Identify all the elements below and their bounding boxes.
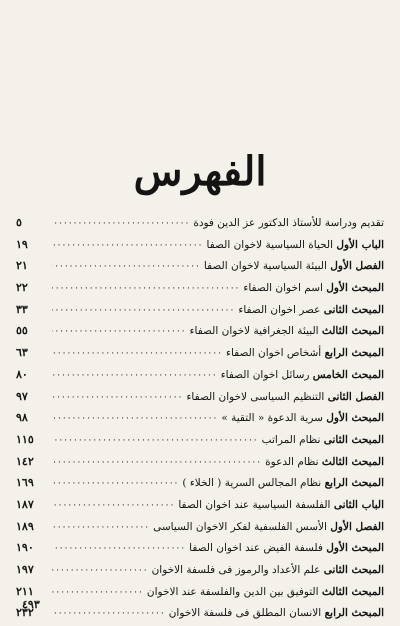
- toc-page-number: ٥: [16, 216, 22, 229]
- toc-entry-heading: المبحث الثانى: [323, 564, 384, 576]
- toc-entry-title: [221, 365, 384, 387]
- toc-entry-title: [147, 582, 384, 604]
- toc-entry: [16, 234, 384, 256]
- toc-entry-text: الحياة السياسية لاخوان الصفا: [206, 238, 334, 251]
- toc-entry: [16, 581, 384, 603]
- toc-page-number: ١٤٢: [16, 454, 34, 468]
- toc-entry-title: [169, 603, 384, 625]
- toc-entry-heading: المبحث الخامس: [312, 368, 384, 381]
- toc-entry: [16, 559, 384, 581]
- toc-page-number: ٨٠: [16, 367, 28, 381]
- dot-leader: [52, 257, 204, 279]
- toc-entry: [16, 277, 384, 299]
- page-title: الفهرس: [133, 148, 267, 195]
- toc-entry-title: [189, 538, 384, 560]
- toc-entry-text: الانسان المطلق فى فلسفة الاخوان: [168, 607, 322, 620]
- dot-leader: [52, 539, 189, 561]
- toc-entry-heading: الباب الثانى: [333, 498, 384, 511]
- toc-entry-heading: الفصل الأول: [330, 520, 384, 533]
- toc-entry: [16, 212, 384, 234]
- table-of-contents: [16, 212, 384, 624]
- toc-entry-title: [265, 452, 384, 474]
- toc-entry-text: تقديم ودراسة للأستاذ الدكتور عز الدين فودة: [193, 217, 384, 229]
- toc-entry-title: [226, 343, 384, 365]
- toc-page-number: ١١٥: [16, 432, 34, 446]
- toc-entry-title: [153, 517, 384, 539]
- toc-entry-text: التنظيم السياسى لاخوان الصفاء: [186, 390, 325, 403]
- toc-entry-text: نظام الدعوة: [265, 455, 319, 468]
- toc-entry-title: [207, 235, 384, 257]
- toc-entry: [16, 602, 384, 624]
- page-folio: ٤٩٣: [22, 598, 40, 611]
- toc-entry-title: [243, 278, 384, 300]
- toc-page-number: ٣٣: [16, 302, 28, 316]
- dot-leader: [52, 409, 221, 431]
- toc-entry: [16, 299, 384, 321]
- toc-entry-text: نظام المجالس السرية ( الخلاء ): [182, 477, 322, 490]
- toc-entry-heading: المبحث الرابع: [324, 477, 384, 490]
- dot-leader: [52, 453, 265, 475]
- toc-page-number: ٦٣: [16, 346, 28, 360]
- toc-entry-heading: الفصل الثانى: [327, 390, 384, 403]
- dot-leader: [52, 583, 147, 605]
- toc-page-number: ٢٣٢: [16, 606, 34, 620]
- toc-entry: [16, 320, 384, 342]
- dot-leader: [52, 236, 207, 258]
- toc-page-number: ٢١١: [16, 584, 34, 598]
- toc-page-number: ٢٢: [16, 281, 28, 295]
- toc-entry: [16, 407, 384, 429]
- dot-leader: [52, 322, 190, 344]
- toc-entry-text: البيئة السياسية لاخوان الصفا: [203, 260, 327, 273]
- toc-entry: [16, 429, 384, 451]
- toc-entry-text: عصر اخوان الصفاء: [238, 303, 321, 316]
- toc-page-number: ٩٧: [16, 389, 28, 403]
- dot-leader: [52, 388, 187, 410]
- toc-entry-text: الأسس الفلسفية لفكر الاخوان السياسى: [153, 520, 327, 533]
- dot-leader: [52, 279, 243, 301]
- toc-page-number: ١٩٠: [16, 541, 34, 555]
- toc-entry-title: [152, 560, 384, 582]
- toc-entry-text: التوفيق بين الدين والفلسفة عند الاخوان: [146, 585, 319, 598]
- toc-entry-text: علم الأعداد والرموز فى فلسفة الاخوان: [151, 564, 321, 576]
- toc-entry-heading: الفصل الأول: [330, 260, 384, 273]
- dot-leader: [52, 604, 169, 626]
- toc-page-number: ٢١: [16, 259, 28, 273]
- toc-entry: [16, 537, 384, 559]
- toc-entry-title: [190, 321, 384, 343]
- toc-entry: [16, 255, 384, 277]
- toc-entry-title: [204, 256, 384, 278]
- dot-leader: [52, 344, 226, 366]
- toc-entry: [16, 472, 384, 494]
- toc-entry-title: [193, 213, 384, 235]
- toc-entry-heading: المبحث الأول: [326, 282, 384, 295]
- dot-leader: [52, 518, 153, 540]
- toc-page-number: ٩٨: [16, 411, 28, 425]
- toc-entry-text: رسائل اخوان الصفاء: [220, 368, 310, 381]
- toc-page-number: ١٦٩: [16, 476, 34, 490]
- toc-entry-title: [238, 300, 384, 322]
- dot-leader: [52, 214, 193, 236]
- toc-entry-text: سرية الدعوة « التقية »: [221, 412, 323, 425]
- toc-entry-title: [187, 387, 385, 409]
- toc-entry: [16, 364, 384, 386]
- toc-entry-text: الفلسفة السياسية عند اخوان الصفا: [178, 498, 331, 511]
- toc-entry: [16, 342, 384, 364]
- toc-entry-heading: المبحث الأول: [326, 412, 384, 425]
- toc-entry: [16, 451, 384, 473]
- toc-entry-heading: الباب الأول: [336, 238, 384, 251]
- dot-leader: [52, 561, 152, 583]
- toc-page-number: ١٨٧: [16, 497, 34, 511]
- toc-entry-text: أشخاص اخوان الصفاء: [226, 347, 322, 360]
- toc-page-number: ١٩: [16, 237, 28, 251]
- toc-entry-title: [262, 430, 384, 452]
- toc-entry-heading: المبحث الرابع: [324, 607, 384, 620]
- toc-page-number: ١٩٧: [16, 563, 34, 576]
- toc-entry-heading: المبحث الثانى: [323, 303, 384, 316]
- toc-entry-text: البيئة الجغرافية لاخوان الصفاء: [189, 325, 319, 338]
- toc-entry-heading: المبحث الثالث: [321, 455, 384, 468]
- toc-entry-heading: المبحث الثالث: [321, 585, 384, 598]
- toc-entry-heading: المبحث الثانى: [323, 433, 384, 446]
- toc-entry: [16, 386, 384, 408]
- toc-entry-heading: المبحث الأول: [326, 542, 384, 555]
- dot-leader: [52, 431, 262, 453]
- dot-leader: [52, 301, 238, 323]
- toc-entry-text: اسم اخوان الصفاء: [243, 282, 323, 295]
- toc-entry: [16, 516, 384, 538]
- toc-entry-heading: المبحث الثالث: [321, 325, 384, 338]
- toc-entry-title: [182, 473, 384, 495]
- toc-entry-text: فلسفة الفيض عند اخوان الصفا: [189, 542, 323, 555]
- dot-leader: [52, 496, 178, 518]
- toc-entry-title: [221, 408, 384, 430]
- toc-page-number: ١٨٩: [16, 519, 34, 533]
- dot-leader: [52, 474, 182, 496]
- dot-leader: [52, 366, 221, 388]
- toc-entry-heading: المبحث الرابع: [324, 347, 384, 360]
- toc-entry: [16, 494, 384, 516]
- toc-page-number: ٥٥: [16, 324, 28, 338]
- toc-entry-text: نظام المراتب: [261, 433, 321, 446]
- toc-entry-title: [178, 495, 384, 517]
